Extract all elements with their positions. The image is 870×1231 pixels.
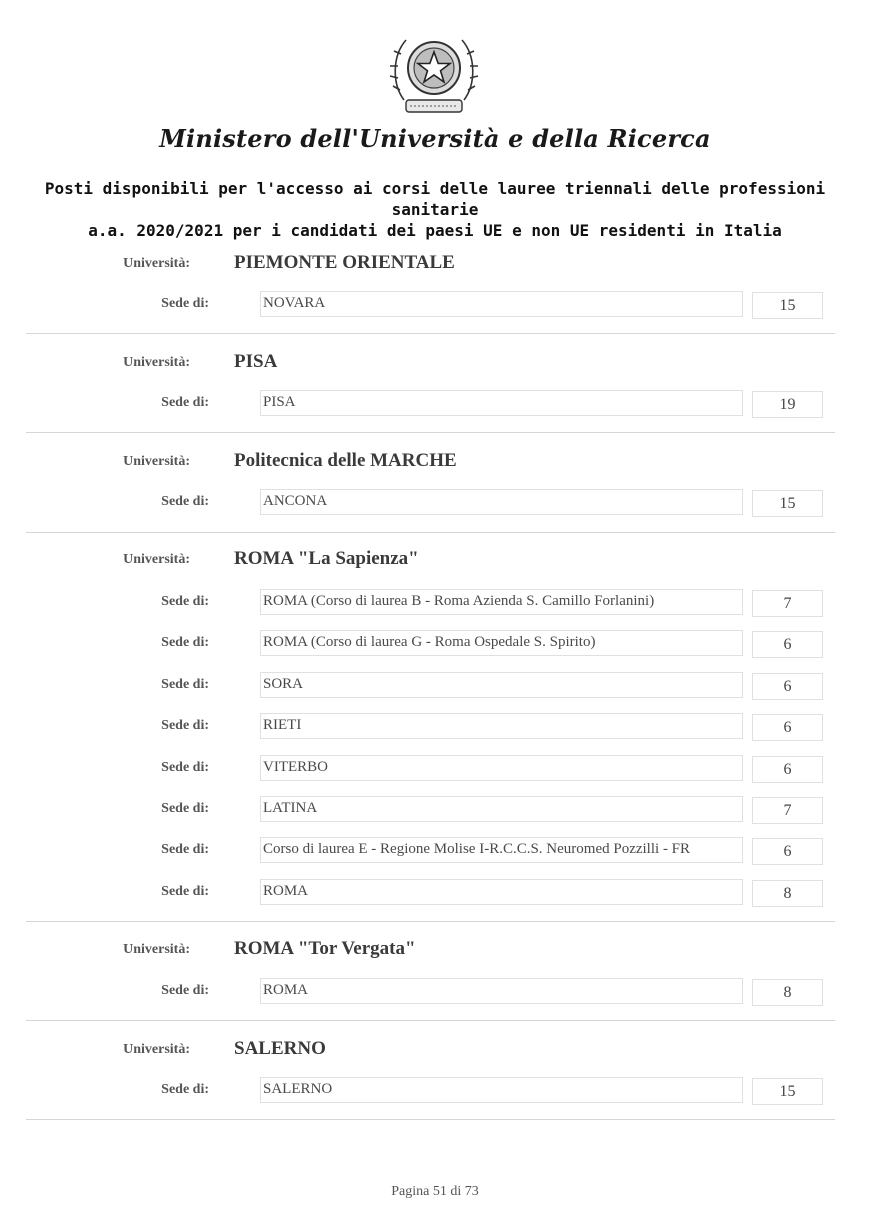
- sede-label: Sede di:: [161, 1082, 209, 1097]
- sede-name: VITERBO: [260, 755, 743, 781]
- posti-count: 8: [752, 880, 823, 907]
- sede-label: Sede di:: [161, 801, 209, 816]
- posti-count: 7: [752, 797, 823, 824]
- sede-label: Sede di:: [161, 395, 209, 410]
- sede-row: [26, 489, 835, 517]
- university-label: Università:: [123, 552, 190, 567]
- sede-row: [26, 879, 835, 907]
- sede-name: SORA: [260, 672, 743, 698]
- university-section: [26, 934, 835, 1021]
- posti-count: 7: [752, 590, 823, 617]
- sede-name: ANCONA: [260, 489, 743, 515]
- university-label: Università:: [123, 256, 190, 271]
- university-section: [26, 347, 835, 433]
- heading-line-1: Posti disponibili per l'accesso ai corsi delle lauree triennali delle professioni sanitarie: [44, 179, 826, 219]
- posti-count: 15: [752, 1078, 823, 1105]
- sede-row: [26, 291, 835, 319]
- university-name: PISA: [234, 351, 278, 372]
- sede-label: Sede di:: [161, 842, 209, 857]
- sede-label: Sede di:: [161, 635, 209, 650]
- sede-label: Sede di:: [161, 296, 209, 311]
- university-name: PIEMONTE ORIENTALE: [234, 252, 455, 273]
- ministry-title: Ministero dell'Università e della Ricerca: [159, 124, 711, 153]
- republic-emblem-icon: [388, 24, 480, 120]
- sede-name: ROMA (Corso di laurea G - Roma Ospedale S. Spirito): [260, 630, 743, 656]
- sede-name: NOVARA: [260, 291, 743, 317]
- posti-count: 15: [752, 292, 823, 319]
- posti-count: 15: [752, 490, 823, 517]
- posti-count: 6: [752, 838, 823, 865]
- sede-name: PISA: [260, 390, 743, 416]
- university-label: Università:: [123, 1042, 190, 1057]
- heading-line-2: a.a. 2020/2021 per i candidati dei paesi UE e non UE residenti in Italia: [88, 221, 782, 240]
- sede-row: [26, 713, 835, 741]
- sede-name: Corso di laurea E - Regione Molise I-R.C.C.S. Neuromed Pozzilli - FR: [260, 837, 743, 863]
- sede-name: ROMA: [260, 978, 743, 1004]
- sede-label: Sede di:: [161, 884, 209, 899]
- university-name: ROMA "Tor Vergata": [234, 938, 416, 959]
- university-section: [26, 446, 835, 533]
- sede-row: [26, 390, 835, 418]
- sede-row: [26, 1077, 835, 1105]
- sede-label: Sede di:: [161, 760, 209, 775]
- university-name: SALERNO: [234, 1038, 326, 1059]
- sede-name: ROMA: [260, 879, 743, 905]
- university-name: Politecnica delle MARCHE: [234, 450, 457, 471]
- sede-row: [26, 837, 835, 865]
- sede-row: [26, 672, 835, 700]
- university-section: [26, 248, 835, 334]
- sede-name: ROMA (Corso di laurea B - Roma Azienda S. Camillo Forlanini): [260, 589, 743, 615]
- sede-row: [26, 755, 835, 783]
- posti-count: 6: [752, 756, 823, 783]
- sede-name: RIETI: [260, 713, 743, 739]
- posti-count: 6: [752, 631, 823, 658]
- university-label: Università:: [123, 942, 190, 957]
- university-label: Università:: [123, 454, 190, 469]
- sede-label: Sede di:: [161, 594, 209, 609]
- sede-name: LATINA: [260, 796, 743, 822]
- university-label: Università:: [123, 355, 190, 370]
- sede-row: [26, 630, 835, 658]
- posti-count: 19: [752, 391, 823, 418]
- sede-label: Sede di:: [161, 677, 209, 692]
- university-name: ROMA "La Sapienza": [234, 548, 419, 569]
- sede-row: [26, 589, 835, 617]
- posti-count: 8: [752, 979, 823, 1006]
- posti-count: 6: [752, 714, 823, 741]
- sede-label: Sede di:: [161, 983, 209, 998]
- sede-label: Sede di:: [161, 718, 209, 733]
- sede-label: Sede di:: [161, 494, 209, 509]
- sede-name: SALERNO: [260, 1077, 743, 1103]
- posti-count: 6: [752, 673, 823, 700]
- university-section: [26, 544, 835, 922]
- sede-row: [26, 796, 835, 824]
- sede-row: [26, 978, 835, 1006]
- page-number: Pagina 51 di 73: [391, 1184, 479, 1199]
- document-heading: [20, 178, 850, 241]
- university-section: [26, 1034, 835, 1120]
